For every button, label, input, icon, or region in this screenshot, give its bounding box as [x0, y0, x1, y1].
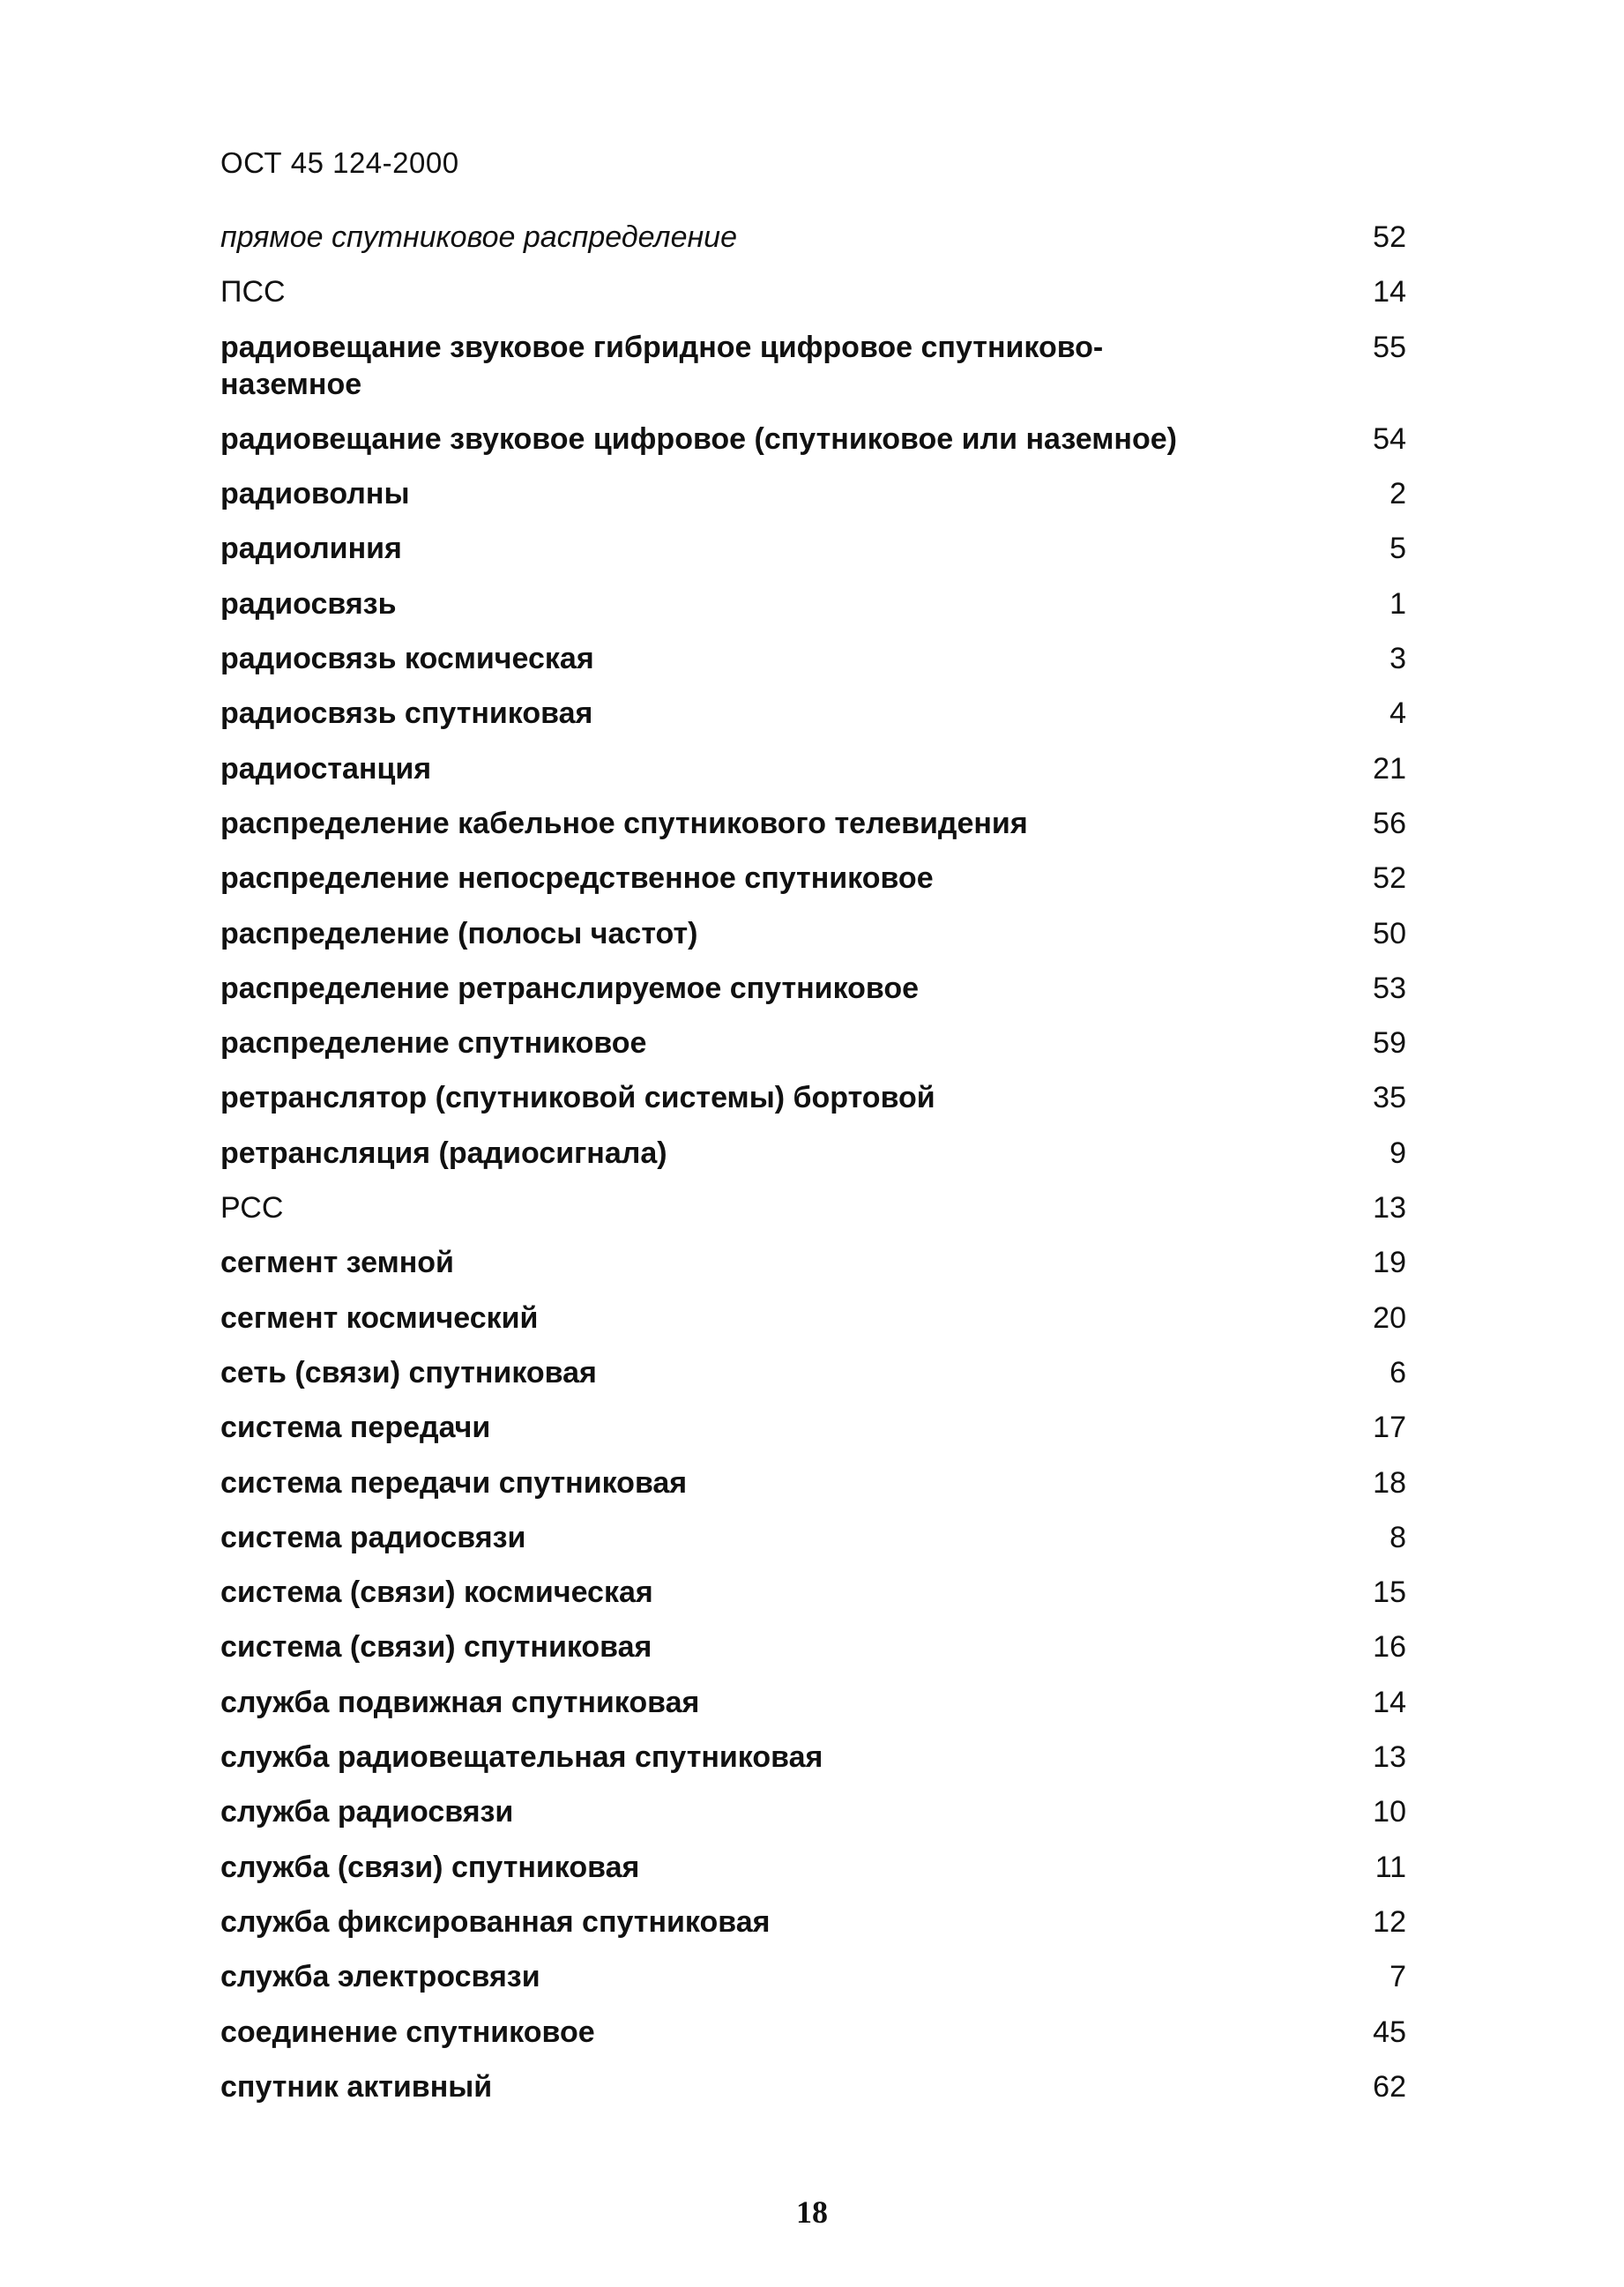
index-term: прямое спутниковое распределение — [220, 220, 738, 254]
index-entry — [220, 1739, 1406, 1776]
index-term: распределение ретранслируемое спутниковое — [220, 971, 920, 1005]
index-term: распределение (полосы частот) — [220, 916, 698, 950]
index-term: радиоволны — [220, 477, 410, 511]
index-term: радиосвязь — [220, 586, 397, 621]
page-number: 18 — [796, 2194, 828, 2230]
index-entry — [220, 475, 1406, 512]
index-entry — [220, 1300, 1406, 1337]
index-number: 15 — [1373, 1576, 1406, 1610]
index-term: система (связи) спутниковая — [220, 1630, 652, 1665]
index-entry — [220, 750, 1406, 787]
index-entry — [220, 421, 1406, 458]
index-term: система радиосвязи — [220, 1520, 526, 1554]
index-term: ПСС — [220, 275, 286, 309]
index-entry — [220, 1958, 1406, 1995]
index-entry — [220, 1519, 1406, 1556]
index-number: 54 — [1373, 421, 1406, 456]
index-term: радиолиния — [220, 532, 402, 566]
index-number: 59 — [1373, 1026, 1406, 1061]
index-entry — [220, 1244, 1406, 1281]
index-term: радиосвязь космическая — [220, 642, 594, 676]
index-term: РСС — [220, 1191, 284, 1225]
index-term: соединение спутниковое — [220, 2015, 595, 2049]
index-entry — [220, 695, 1406, 732]
index-entry — [220, 1464, 1406, 1501]
index-entry — [220, 1903, 1406, 1941]
index-number: 45 — [1373, 2015, 1406, 2049]
index-number: 6 — [1389, 1355, 1406, 1389]
index-number: 55 — [1373, 330, 1406, 364]
index-list — [220, 219, 1406, 2123]
index-entry — [220, 1409, 1406, 1446]
index-term: служба фиксированная спутниковая — [220, 1904, 771, 1939]
index-number: 62 — [1373, 2069, 1406, 2104]
index-number: 1 — [1389, 586, 1406, 621]
index-term: радиосвязь спутниковая — [220, 697, 593, 731]
index-number: 13 — [1373, 1740, 1406, 1775]
index-number: 4 — [1389, 697, 1406, 731]
index-number: 21 — [1373, 751, 1406, 786]
index-number: 12 — [1373, 1904, 1406, 1939]
index-entry — [220, 1793, 1406, 1830]
index-entry — [220, 805, 1406, 842]
index-number: 14 — [1373, 275, 1406, 309]
index-entry — [220, 329, 1406, 403]
index-entry — [220, 915, 1406, 952]
index-number: 9 — [1389, 1136, 1406, 1170]
index-entry — [220, 219, 1406, 256]
index-term: служба (связи) спутниковая — [220, 1850, 640, 1884]
index-entry — [220, 1628, 1406, 1665]
index-term: радиовещание звуковое гибридное цифровое спутниково-наземное — [220, 330, 1104, 401]
index-entry — [220, 1574, 1406, 1611]
index-entry — [220, 1135, 1406, 1172]
index-term: спутник активный — [220, 2069, 493, 2104]
index-number: 7 — [1389, 1960, 1406, 1994]
index-number: 19 — [1373, 1246, 1406, 1280]
index-term: сеть (связи) спутниковая — [220, 1355, 597, 1389]
index-number: 14 — [1373, 1685, 1406, 1719]
index-entry — [220, 970, 1406, 1007]
index-entry — [220, 1079, 1406, 1116]
index-number: 13 — [1373, 1191, 1406, 1225]
index-entry — [220, 2068, 1406, 2105]
index-number: 16 — [1373, 1630, 1406, 1665]
index-term: распределение спутниковое — [220, 1026, 647, 1061]
index-number: 20 — [1373, 1300, 1406, 1335]
index-number: 11 — [1374, 1850, 1406, 1884]
document-code: ОСТ 45 124-2000 — [220, 146, 459, 179]
index-number: 10 — [1373, 1795, 1406, 1829]
index-entry — [220, 585, 1406, 622]
index-entry — [220, 1354, 1406, 1391]
index-term: ретранслятор (спутниковой системы) бортовой — [220, 1081, 935, 1115]
index-term: служба радиосвязи — [220, 1795, 514, 1829]
index-entry — [220, 1024, 1406, 1062]
index-term: сегмент земной — [220, 1246, 454, 1280]
index-entry — [220, 1849, 1406, 1886]
index-term: распределение непосредственное спутниковое — [220, 861, 934, 896]
index-number: 2 — [1389, 477, 1406, 511]
index-number: 53 — [1373, 971, 1406, 1005]
index-entry — [220, 2014, 1406, 2051]
index-term: система передачи — [220, 1411, 491, 1445]
index-term: система (связи) космическая — [220, 1576, 653, 1610]
index-number: 18 — [1373, 1465, 1406, 1500]
index-term: распределение кабельное спутникового телевидения — [220, 806, 1028, 840]
index-term: сегмент космический — [220, 1300, 539, 1335]
index-term: служба подвижная спутниковая — [220, 1685, 700, 1719]
index-entry — [220, 1189, 1406, 1226]
index-term: система передачи спутниковая — [220, 1465, 688, 1500]
index-term: служба электросвязи — [220, 1960, 540, 1994]
index-term: служба радиовещательная спутниковая — [220, 1740, 823, 1775]
index-term: радиовещание звуковое цифровое (спутниковое или наземное) — [220, 421, 1177, 456]
index-number: 3 — [1389, 642, 1406, 676]
index-number: 50 — [1373, 916, 1406, 950]
index-entry — [220, 1684, 1406, 1721]
index-number: 52 — [1373, 861, 1406, 896]
index-number: 35 — [1373, 1081, 1406, 1115]
index-entry — [220, 273, 1406, 310]
index-term: ретрансляция (радиосигнала) — [220, 1136, 667, 1170]
index-number: 8 — [1389, 1520, 1406, 1554]
index-number: 56 — [1373, 806, 1406, 840]
index-number: 5 — [1389, 532, 1406, 566]
index-number: 52 — [1373, 220, 1406, 254]
index-number: 17 — [1373, 1411, 1406, 1445]
index-entry — [220, 530, 1406, 567]
index-term: радиостанция — [220, 751, 432, 786]
index-entry — [220, 860, 1406, 897]
index-entry — [220, 640, 1406, 677]
